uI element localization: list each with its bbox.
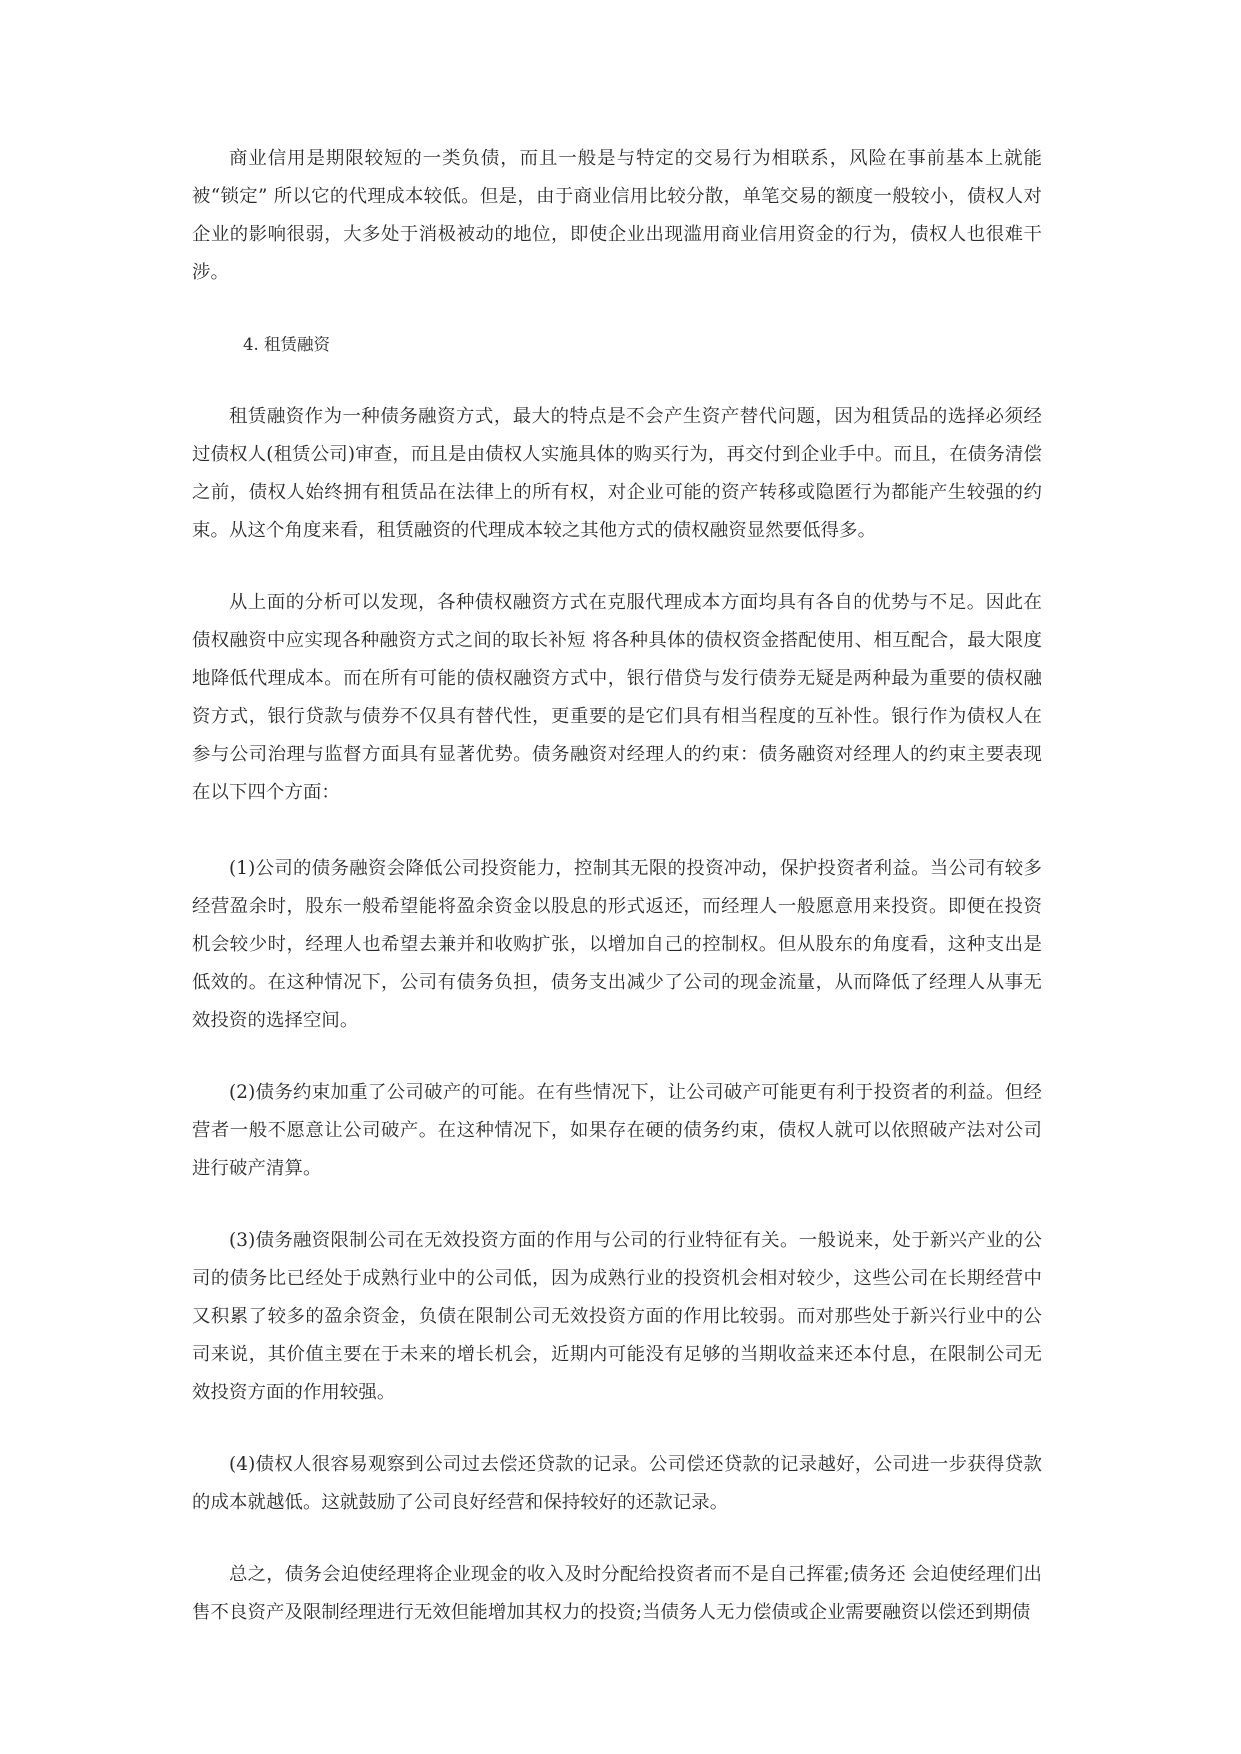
paragraph-lease-financing: 租赁融资作为一种债务融资方式，最大的特点是不会产生资产替代问题，因为租赁品的选择必须经过债权人(租赁公司)审查，而且是由债权人实施具体的购买行为，再交付到企业手中。而且，在债务清偿之前，债权人始终拥有租赁品在法律上的所有权，对企业可能的资产转移或隐匿行为都能产生较强的约束。从这个角度来看，租赁融资的代理成本较之其他方式的债权融资显然要低得多。 (192, 406, 1042, 541)
paragraph-point-4: (4)债权人很容易观察到公司过去偿还贷款的记录。公司偿还贷款的记录越好，公司进一步获得贷款的成本就越低。这就鼓励了公司良好经营和保持较好的还款记录。 (192, 1454, 1042, 1513)
document-body (192, 140, 1042, 1632)
paragraph-point-1: (1)公司的债务融资会降低公司投资能力，控制其无限的投资冲动，保护投资者利益。当公司有较多经营盈余时，股东一般希望能将盈余资金以股息的形式返还，而经理人一般愿意用来投资。即便在投资机会较少时，经理人也希望去兼并和收购扩张，以增加自己的控制权。但从股东的角度看，这种支出是低效的。在这种情况下，公司有债务负担，债务支出减少了公司的现金流量，从而降低了经理人从事无效投资的选择空间。 (192, 858, 1042, 1031)
paragraph-commercial-credit: 商业信用是期限较短的一类负债，而且一般是与特定的交易行为相联系，风险在事前基本上就能被“锁定” 所以它的代理成本较低。但是，由于商业信用比较分散，单笔交易的额度一般较小，债权人对企业的影响很弱，大多处于消极被动的地位，即使企业出现滥用商业信用资金的行为，债权人也很难干涉。 (192, 148, 1042, 283)
paragraph-point-2: (2)债务约束加重了公司破产的可能。在有些情况下，让公司破产可能更有利于投资者的利益。但经营者一般不愿意让公司破产。在这种情况下，如果存在硬的债务约束，债权人就可以依照破产法对公司进行破产清算。 (192, 1082, 1042, 1179)
section-heading-lease-financing: 4. 租赁融资 (243, 335, 330, 354)
paragraph-point-3: (3)债务融资限制公司在无效投资方面的作用与公司的行业特征有关。一般说来，处于新兴产业的公司的债务比已经处于成熟行业中的公司低，因为成熟行业的投资机会相对较少，这些公司在长期经营中又积累了较多的盈余资金，负债在限制公司无效投资方面的作用比较弱。而对那些处于新兴行业中的公司来说，其价值主要在于未来的增长机会，近期内可能没有足够的当期收益来还本付息，在限制公司无效投资方面的作用较强。 (192, 1230, 1042, 1403)
paragraph-conclusion: 总之，债务会迫使经理将企业现金的收入及时分配给投资者而不是自己挥霍;债务还 会迫使经理们出售不良资产及限制经理进行无效但能增加其权力的投资;当债务人无力偿债或企业需要融资以偿还到期债 (192, 1564, 1042, 1623)
paragraph-analysis-summary: 从上面的分析可以发现，各种债权融资方式在克服代理成本方面均具有各自的优势与不足。因此在债权融资中应实现各种融资方式之间的取长补短 将各种具体的债权资金搭配使用、相互配合，最大限度地降低代理成本。而在所有可能的债权融资方式中，银行借贷与发行债券无疑是两种最为重要的债权融资方式，银行贷款与债券不仅具有替代性，更重要的是它们具有相当程度的互补性。银行作为债权人在参与公司治理与监督方面具有显著优势。债务融资对经理人的约束：债务融资对经理人的约束主要表现在以下四个方面： (192, 592, 1042, 803)
